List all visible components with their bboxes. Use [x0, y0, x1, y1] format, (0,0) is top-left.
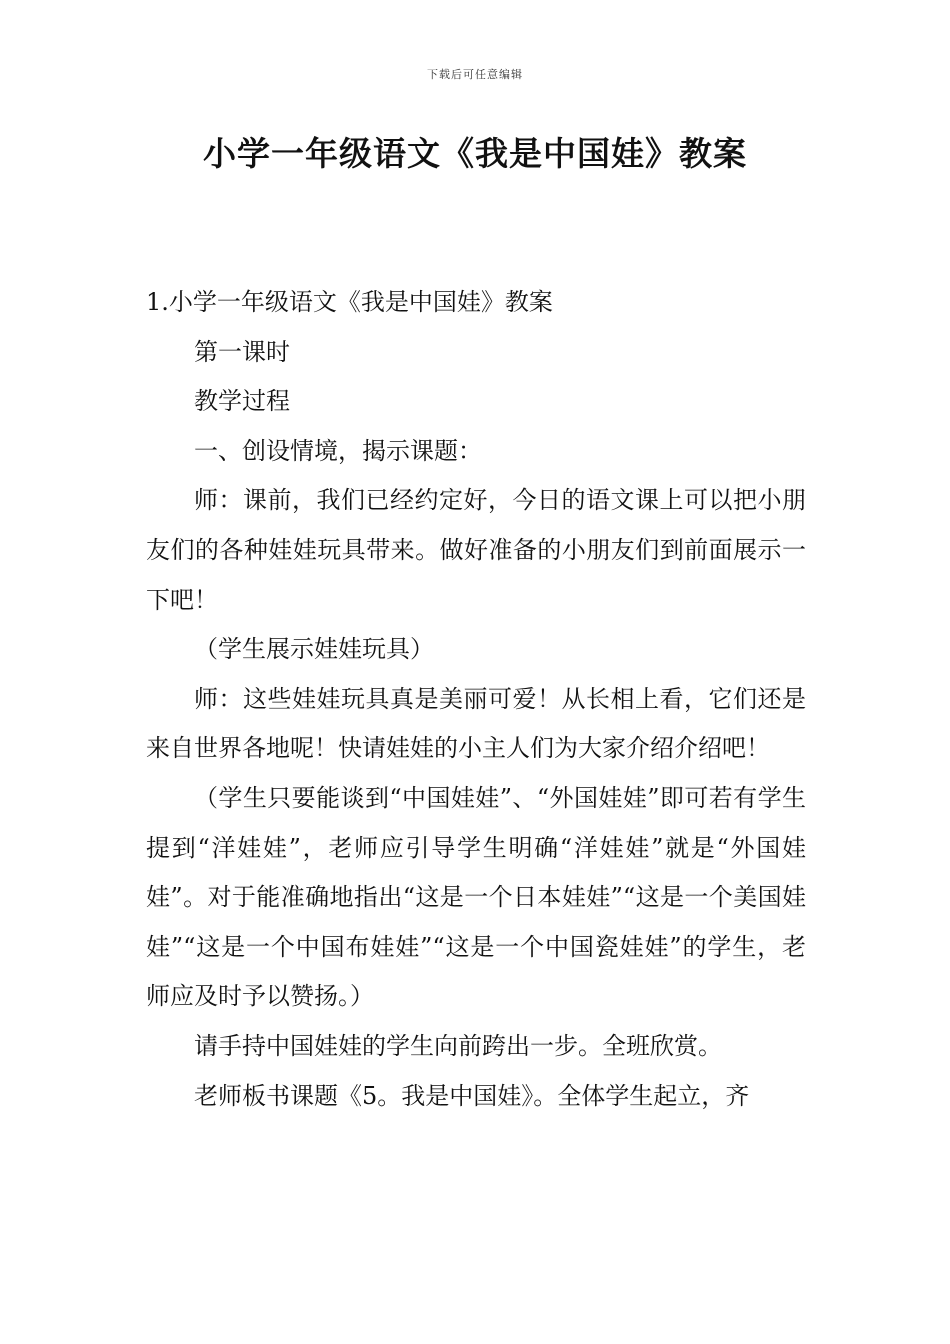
paragraph: 老师板书课题《5。我是中国娃》。全体学生起立，齐 — [194, 1081, 750, 1110]
document-title: 小学一年级语文《我是中国娃》教案 — [203, 134, 747, 173]
paragraph: 师：这些娃娃玩具真是美丽可爱！从长相上看，它们还是来自世界各地呢！快请娃娃的小主人们为大家介绍介绍吧！ — [146, 684, 806, 763]
paragraph: （学生展示娃娃玩具） — [194, 635, 434, 664]
paragraph: 教学过程 — [194, 387, 290, 416]
document-body — [146, 278, 806, 1121]
paragraph: 请手持中国娃娃的学生向前跨出一步。全班欣赏。 — [194, 1031, 722, 1060]
paragraph: 一、创设情境，揭示课题： — [194, 436, 482, 465]
section-heading: 1.小学一年级语文《我是中国娃》教案 — [146, 288, 553, 316]
paragraph: （学生只要能谈到“中国娃娃”、“外国娃娃”即可若有学生提到“洋娃娃”，老师应引导学生明确“洋娃娃”就是“外国娃娃”。对于能准确地指出“这是一个日本娃娃”“这是一个美国娃娃”“这是一个中国布娃娃”“这是一个中国瓷娃娃”的学生，老师应及时予以赞扬。） — [146, 783, 806, 1011]
paragraph: 师：课前，我们已经约定好，今日的语文课上可以把小朋友们的各种娃娃玩具带来。做好准备的小朋友们到前面展示一下吧！ — [146, 486, 806, 614]
paragraph: 第一课时 — [194, 337, 290, 366]
page-header-note: 下载后可任意编辑 — [427, 68, 523, 81]
